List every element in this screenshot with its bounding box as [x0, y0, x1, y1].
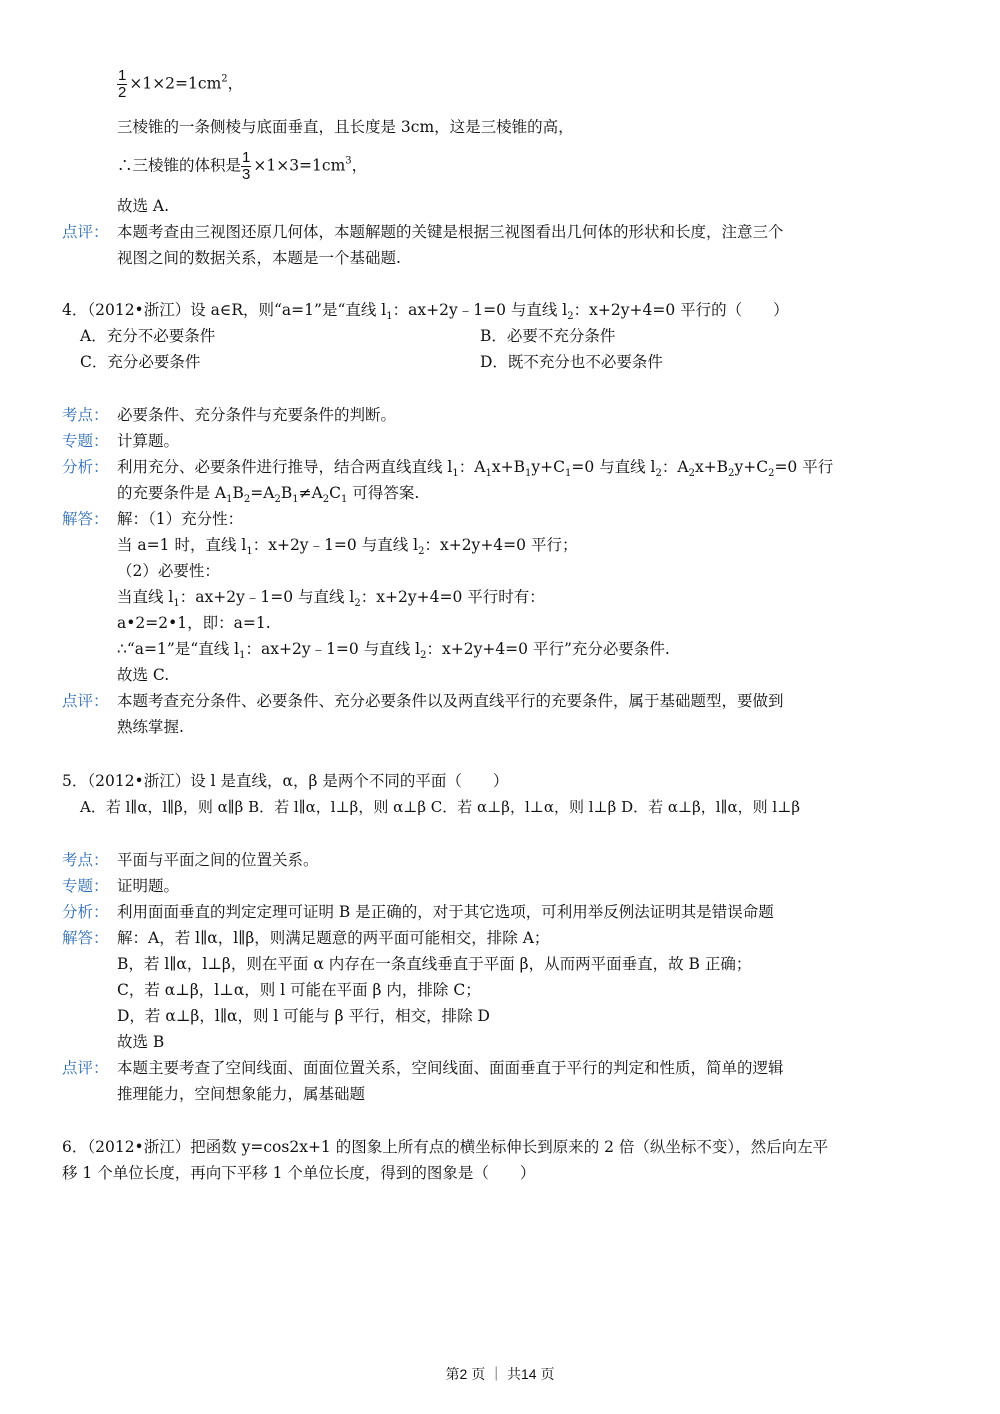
q5-jieda-3: C，若 α⊥β，l⊥α，则 l 可能在平面 β 内，排除 C；	[117, 981, 481, 999]
q5-zhuanti-label: 专题：	[62, 877, 109, 895]
q4-option-a: A．充分不必要条件	[80, 327, 216, 345]
volume-formula-line: ∴三棱锥的体积是 $\frac{1}{3}$ $\times 1\times 3=1cm^3$，	[117, 149, 368, 183]
q4-option-b: B．必要不充分条件	[480, 327, 616, 345]
q4-jieda-1: 解：（1）充分性：	[117, 510, 244, 528]
q5-zhuanti: 证明题。	[117, 877, 180, 895]
q5-kaodian: 平面与平面之间的位置关系。	[117, 851, 319, 869]
q4-fenxi-label: 分析：	[62, 458, 109, 476]
q4-kaodian: 必要条件、充分条件与充要条件的判断。	[117, 406, 397, 424]
q5-options: A．若 l∥α，l∥β，则 α∥β B．若 l∥α，l⊥β，则 α⊥β C．若 α⊥β，l⊥α，则 l⊥β D．若 α⊥β，l∥α，则 l⊥β	[80, 798, 800, 816]
q6-stem-line-1: 6．（2012•浙江）把函数 y=cos2x+1 的图象上所有点的横坐标伸长到原来的 2 倍（纵坐标不变），然后向左平	[62, 1138, 829, 1156]
review-line-1: 本题考查由三视图还原几何体，本题解题的关键是根据三视图看出几何体的形状和长度，注意三个	[117, 223, 784, 241]
q4-jieda-2: 当 a=1 时，直线 $l_1$：x+2y﹣1=0 与直线 $l_2$：x+2y+4=0 平行；	[117, 536, 578, 557]
q5-dianping-1: 本题主要考查了空间线面、面面位置关系，空间线面、面面垂直于平行的判定和性质，简单的逻辑	[117, 1059, 784, 1077]
q4-zhuanti-label: 专题：	[62, 432, 109, 450]
q4-jieda-5: a•2=2•1，即：a=1.	[117, 614, 271, 632]
q4-jieda-7: 故选 C.	[117, 666, 170, 684]
q5-jieda-1: 解：A，若 l∥α，l∥β，则满足题意的两平面可能相交，排除 A；	[117, 929, 550, 947]
q5-kaodian-label: 考点：	[62, 851, 109, 869]
q4-zhuanti: 计算题。	[117, 432, 180, 450]
q5-stem: 5．（2012•浙江）设 l 是直线，α，β 是两个不同的平面（ ）	[62, 772, 509, 790]
q4-dianping-1: 本题考查充分条件、必要条件、充分必要条件以及两直线平行的充要条件，属于基础题型，要做到	[117, 692, 784, 710]
page-footer: 第2 页 ｜ 共14 页	[445, 1366, 555, 1382]
q4-jieda-6: ∴“a=1”是“直线 $l_1$：ax+2y﹣1=0 与直线 $l_2$：x+2y+4=0 平行”充分必要条件.	[117, 640, 670, 661]
q4-fenxi-line-1: 利用充分、必要条件进行推导，结合两直线直线 $l_1$：$A_1x+B_1y+C_1=0$ 与直线 $l_2$：$A_2x+B_2y+C_2=0$ 平行	[117, 458, 834, 479]
q4-jieda-4: 当直线 $l_1$：ax+2y﹣1=0 与直线 $l_2$：x+2y+4=0 平行时有：	[117, 588, 545, 609]
q4-dianping-label: 点评：	[62, 692, 109, 710]
q4-option-d: D．既不充分也不必要条件	[480, 353, 663, 371]
q4-dianping-2: 熟练掌握.	[117, 718, 184, 736]
q4-kaodian-label: 考点：	[62, 406, 109, 424]
review-label: 点评：	[62, 223, 109, 241]
q5-jieda-4: D，若 α⊥β，l∥α，则 l 可能与 β 平行，相交，排除 D	[117, 1007, 490, 1025]
q4-stem: 4．（2012•浙江）设 a∈R，则“a=1”是“直线 $l_1$：ax+2y﹣1=0 与直线 $l_2$：x+2y+4=0 平行的（ ）	[62, 301, 789, 322]
q5-dianping-2: 推理能力，空间想象能力，属基础题	[117, 1085, 366, 1103]
q5-dianping-label: 点评：	[62, 1059, 109, 1077]
q5-jieda-2: B，若 l∥α，l⊥β，则在平面 α 内存在一条直线垂直于平面 β，从而两平面垂直，故 B 正确；	[117, 955, 752, 973]
fraction-one-half: $\frac{1}{2}$	[118, 67, 127, 101]
area-formula-line: $\frac{1}{2}$ $\times 1\times 2=1cm^2$，	[118, 67, 244, 101]
fraction-one-third: $\frac{1}{3}$	[242, 149, 251, 183]
answer-a: 故选 A.	[117, 197, 170, 215]
q4-jieda-3: （2）必要性：	[117, 562, 220, 580]
q4-option-c: C．充分必要条件	[80, 353, 201, 371]
q5-fenxi: 利用面面垂直的判定定理可证明 B 是正确的，对于其它选项，可利用举反例法证明其是错误命题	[117, 903, 774, 921]
review-line-2: 视图之间的数据关系，本题是一个基础题.	[117, 249, 401, 267]
q4-jieda-label: 解答：	[62, 510, 109, 528]
q4-fenxi-line-2: 的充要条件是 $A_1B_2=A_2B_1\ne A_2C_1$ 可得答案.	[117, 484, 420, 505]
q5-jieda-label: 解答：	[62, 929, 109, 947]
q5-fenxi-label: 分析：	[62, 903, 109, 921]
q5-jieda-5: 故选 B	[117, 1033, 165, 1051]
q6-stem-line-2: 移 1 个单位长度，再向下平移 1 个单位长度，得到的图象是（ ）	[62, 1164, 536, 1182]
height-text: 三棱锥的一条侧棱与底面垂直，且长度是 3cm，这是三棱锥的高，	[117, 118, 574, 136]
